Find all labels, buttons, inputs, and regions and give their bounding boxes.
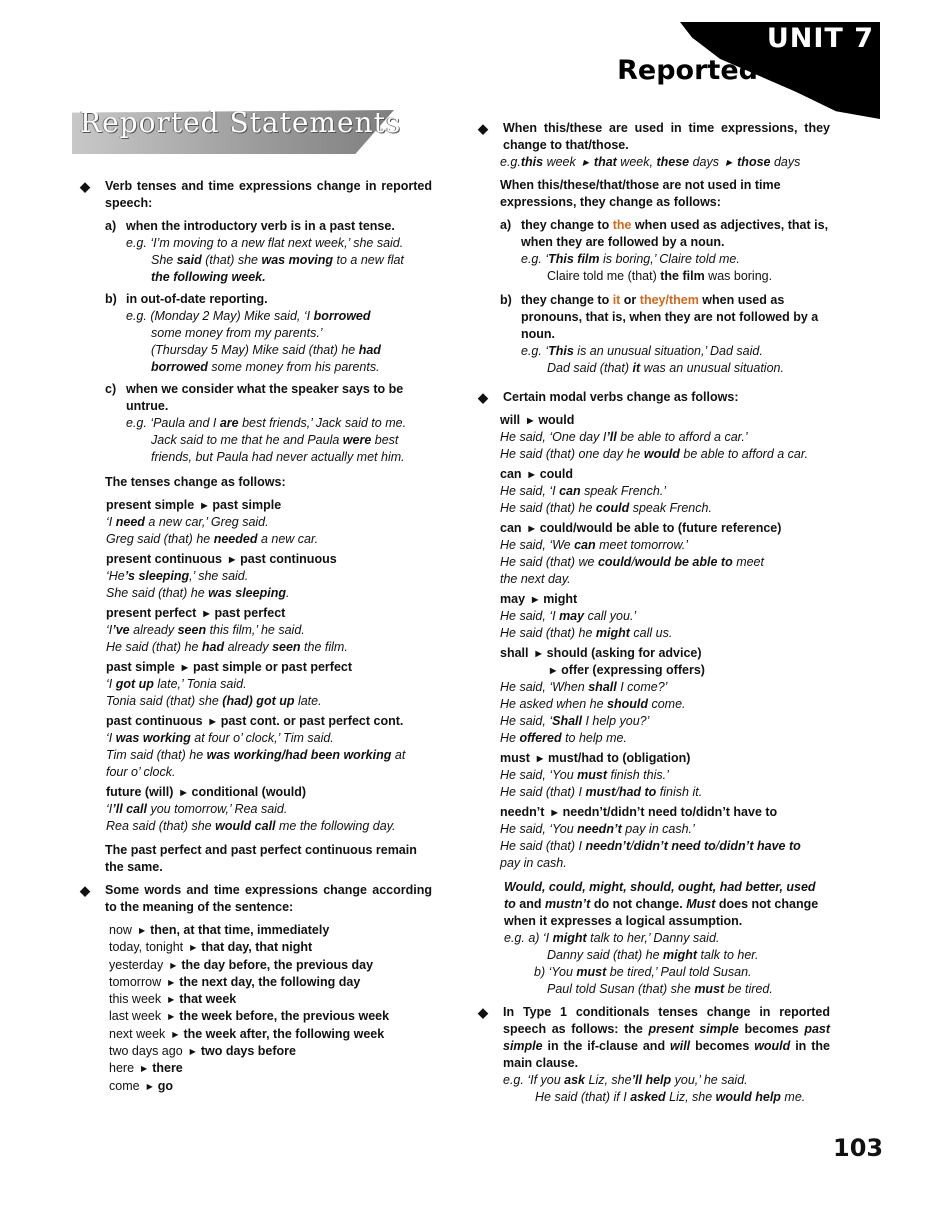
arrow-right-icon: ▶ (725, 158, 733, 167)
example-line: e.g. a) ‘I might talk to her,’ Danny said. (504, 931, 720, 945)
bullet-this-these: ◆ When this/these are used in time expressions, they change to that/those. (478, 121, 830, 152)
example-line: Greg said (that) he needed a new car. (106, 532, 319, 546)
example-line: four o’ clock. (106, 765, 176, 779)
example-line: (Thursday 5 May) Mike said (that) he had (151, 343, 381, 357)
example-line: He said (that) if I asked Liz, she would help me. (535, 1090, 806, 1104)
arrow-right-icon: ▶ (181, 663, 188, 672)
example-line: He said (that) he had already seen the film. (106, 640, 348, 654)
perfect-note: The past perfect and past perfect continuous remain the same. (105, 843, 417, 874)
diamond-bullet-icon: ◆ (478, 390, 488, 405)
example-line: He said, ‘I may call you.’ (500, 609, 637, 623)
tense-rule: present simple ▶ past simple (106, 498, 282, 512)
tense-rule: future (will) ▶ conditional (would) (106, 785, 307, 799)
example-line: ‘I’ve already seen this film,’ he said. (106, 623, 305, 637)
tense-rule: present continuous ▶ past continuous (106, 552, 337, 566)
example-line: e.g. (Monday 2 May) Mike said, ‘I borrowed (126, 309, 371, 323)
modal-rule: needn’t ▶ needn’t/didn’t need to/didn’t have to (500, 805, 778, 819)
unit-label: UNIT 7 (766, 23, 874, 54)
modal-rule: may ▶ might (500, 592, 578, 606)
example-line: Dad said (that) it was an unusual situation. (547, 361, 784, 375)
example-line: He said, ‘When shall I come?’ (500, 680, 668, 694)
example-line: He said, ‘You needn’t pay in cash.’ (500, 822, 695, 836)
example-line: Rea said (that) she would call me the following day. (106, 819, 396, 833)
example-line: ‘He’s sleeping,’ she said. (106, 569, 249, 583)
arrow-right-icon: ▶ (535, 649, 542, 658)
arrow-right-icon: ▶ (551, 808, 558, 817)
example-line: Jack said to me that he and Paula were best (151, 433, 399, 447)
example-line: ‘I need a new car,’ Greg said. (106, 515, 269, 529)
arrow-right-icon: ▶ (141, 1064, 148, 1074)
modal-rule: can ▶ could/would be able to (future reference) (500, 521, 782, 535)
page-number: 103 (833, 1134, 884, 1162)
modal-rule: must ▶ must/had to (obligation) (500, 751, 691, 765)
example-line: She said (that) she was moving to a new flat (151, 253, 404, 267)
section-title: Reported Statements (80, 106, 402, 139)
example-line: Tim said (that) he was working/had been working at (106, 748, 406, 762)
arrow-right-icon: ▶ (209, 717, 216, 726)
bullet-time-expressions: ◆ Some words and time expressions change according to the meaning of the sentence: (80, 883, 432, 914)
modal-rule: shall ▶ should (asking for advice) (500, 646, 702, 660)
arrow-right-icon: ▶ (168, 995, 175, 1005)
example-line: b) ‘You must be tired,’ Paul told Susan. (534, 965, 752, 979)
tenses-intro: The tenses change as follows: (105, 475, 286, 489)
example-line: friends, but Paula had never actually met him. (151, 450, 405, 464)
example-line: He said (that) he might call us. (500, 626, 673, 640)
modal-table (478, 412, 830, 872)
arrow-right-icon: ▶ (180, 788, 187, 797)
tense-table (80, 497, 432, 835)
list-item: come ▶ go (109, 1078, 432, 1095)
diamond-bullet-icon: ◆ (478, 1005, 488, 1020)
list-item: now ▶ then, at that time, immediately (109, 922, 432, 939)
tense-rule: past simple ▶ past simple or past perfect (106, 660, 353, 674)
modal-rule: will ▶ would (500, 413, 575, 427)
example-line: some money from my parents.’ (151, 326, 323, 340)
arrow-right-icon: ▶ (168, 977, 175, 987)
example-line: e.g. ‘If you ask Liz, she’ll help you,’ he said. (503, 1073, 748, 1087)
arrow-right-icon: ▶ (138, 926, 146, 935)
example-line: e.g.this week ▶ that week, these days ▶ those days (500, 155, 801, 169)
example-line: e.g. ‘This is an unusual situation,’ Dad said. (521, 344, 763, 358)
arrow-right-icon: ▶ (582, 158, 589, 167)
diamond-bullet-icon: ◆ (80, 179, 90, 194)
arrow-right-icon: ▶ (228, 555, 236, 564)
modal-rule: can ▶ could (500, 467, 574, 481)
diamond-bullet-icon: ◆ (80, 883, 90, 898)
list-item: yesterday ▶ the day before, the previous day (109, 957, 432, 974)
arrow-right-icon: ▶ (550, 666, 557, 675)
example-line: e.g. ‘I’m moving to a new flat next week,’ she said. (126, 236, 404, 250)
example-line: Tonia said (that) she (had) got up late. (106, 694, 322, 708)
example-line: e.g. ‘This film is boring,’ Claire told me. (521, 252, 740, 266)
example-line: e.g. ‘Paula and I are best friends,’ Jack said to me. (126, 416, 407, 430)
example-line: He said, ‘We can meet tomorrow.’ (500, 538, 689, 552)
rule-b: b) they change to it or they/them when used as pronouns, that is, when they are not followed by a noun. (500, 293, 819, 341)
list-item: this week ▶ that week (109, 991, 432, 1008)
list-item: next week ▶ the week after, the following week (109, 1026, 432, 1043)
arrow-right-icon: ▶ (172, 1029, 179, 1039)
arrow-right-icon: ▶ (532, 595, 539, 604)
arrow-right-icon: ▶ (189, 1047, 196, 1057)
rule-a: a) they change to the when used as adjectives, that is, when they are followed by a noun. (500, 218, 829, 249)
arrow-right-icon: ▶ (168, 1012, 175, 1022)
list-item: today, tonight ▶ that day, that night (109, 939, 432, 956)
time-expression-list (80, 922, 432, 1095)
example-line: ‘I was working at four o’ clock,’ Tim said. (106, 731, 334, 745)
example-line: borrowed some money from his parents. (151, 360, 380, 374)
example-line: ‘I’ll call you tomorrow,’ Rea said. (106, 802, 288, 816)
modal-rule-continued: ▶ offer (expressing offers) (550, 663, 705, 677)
arrow-right-icon: ▶ (203, 609, 210, 618)
example-line: He said, ‘Shall I help you?’ (500, 714, 650, 728)
example-line: She said (that) he was sleeping. (106, 586, 290, 600)
arrow-right-icon: ▶ (528, 470, 535, 479)
arrow-right-icon: ▶ (528, 524, 535, 533)
arrow-right-icon: ▶ (190, 943, 197, 953)
rule-a: a) when the introductory verb is in a past tense. (105, 219, 395, 233)
example-line: He said, ‘I can speak French.’ (500, 484, 667, 498)
example-line: He asked when he should come. (500, 697, 686, 711)
example-line: Danny said (that) he might talk to her. (547, 948, 759, 962)
example-line: He said (that) he could speak French. (500, 501, 712, 515)
bullet-conditionals: ◆ In Type 1 conditionals tenses change in reported speech as follows: the present simple becomes past simple in the if-clause and will becomes would in the main clause. (478, 1005, 831, 1070)
demonstratives-note: When this/these/that/those are not used in time expressions, they change as follows: (500, 178, 781, 209)
diamond-bullet-icon: ◆ (478, 121, 488, 136)
left-column (80, 178, 432, 1095)
tense-rule: past continuous ▶ past cont. or past perfect cont. (106, 714, 404, 728)
list-item: two days ago ▶ two days before (109, 1043, 432, 1060)
example-line: He said (that) I must/had to finish it. (500, 785, 703, 799)
example-line: He said, ‘One day I’ll be able to afford a car.’ (500, 430, 748, 444)
list-item: last week ▶ the week before, the previous week (109, 1008, 432, 1025)
example-line: Paul told Susan (that) she must be tired. (547, 982, 773, 996)
arrow-right-icon: ▶ (536, 754, 544, 763)
example-line: Claire told me (that) the film was boring. (547, 269, 773, 283)
no-change-note: Would, could, might, should, ought, had better, used to and mustn’t do not change. Must does not change when it expresses a logical assumption. (504, 880, 819, 928)
example-line: He said (that) one day he would be able to afford a car. (500, 447, 809, 461)
example-line: He said (that) I needn’t/didn’t need to/didn’t have to (500, 839, 801, 853)
list-item: tomorrow ▶ the next day, the following day (109, 974, 432, 991)
example-line: pay in cash. (500, 856, 567, 870)
arrow-right-icon: ▶ (146, 1081, 153, 1091)
bullet-modal-verbs: ◆ Certain modal verbs change as follows: (478, 390, 739, 405)
right-column (478, 120, 830, 1106)
example-line: the next day. (500, 572, 571, 586)
example-line: the following week. (151, 270, 266, 284)
rule-c: c) when we consider what the speaker says to be untrue. (105, 382, 404, 413)
chapter-title: Reported Speech (617, 55, 878, 86)
example-line: He offered to help me. (500, 731, 627, 745)
rule-b: b) in out-of-date reporting. (105, 292, 268, 306)
example-line: ‘I got up late,’ Tonia said. (106, 677, 247, 691)
bullet-verb-tenses: ◆ Verb tenses and time expressions change in reported speech: (80, 179, 432, 210)
arrow-right-icon: ▶ (170, 960, 177, 970)
list-item: here ▶ there (109, 1060, 432, 1077)
example-line: He said, ‘You must finish this.’ (500, 768, 669, 782)
tense-rule: present perfect ▶ past perfect (106, 606, 286, 620)
arrow-right-icon: ▶ (201, 501, 208, 510)
example-line: He said (that) we could/would be able to meet (500, 555, 764, 569)
arrow-right-icon: ▶ (527, 416, 534, 425)
